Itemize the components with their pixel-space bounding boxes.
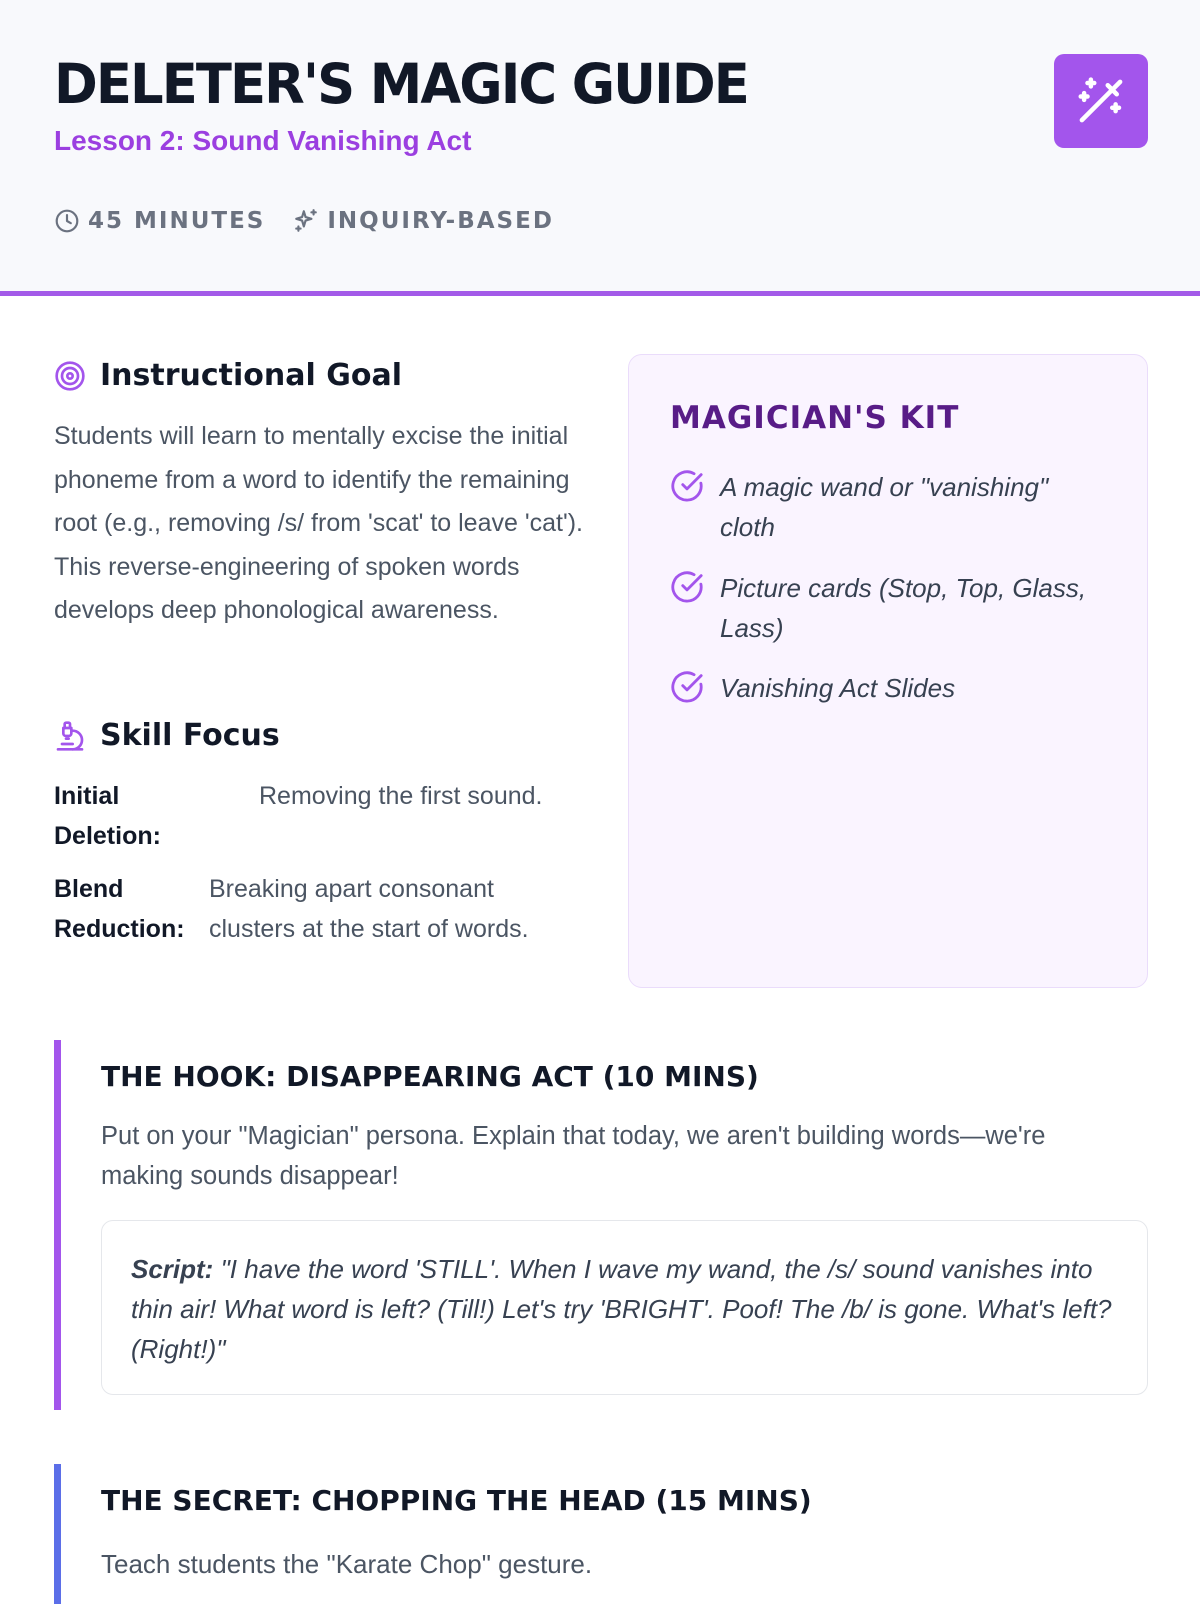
goal-description: Students will learn to mentally excise the initial phoneme from a word to identify the remaining root (e.g., removing /s/ from 'scat' to leave 'cat'). This reverse-engineering of spoken words develops deep phonological awareness. [54,422,584,624]
kit-item [670,467,1110,547]
magic-badge [1054,54,1148,148]
check-circle-icon [670,570,704,604]
script-text: "I have the word 'STILL'. When I wave my wand, the /s/ sound vanishes into thin air! What word is left? (Till!) Let's try 'BRIGHT'. Poof! The /b/ is gone. What's left? (Right!)" [131,1254,1112,1364]
hook-section [54,1040,1148,1410]
magicians-kit-panel [628,354,1148,988]
kit-title: MAGICIAN'S KIT [670,400,960,436]
secret-title: THE SECRET: CHOPPING THE HEAD (15 MINS) [101,1484,812,1517]
goal-heading [54,358,402,393]
secret-description: Teach students the "Karate Chop" gesture. [101,1549,593,1579]
skill-term: Blend Reduction: [54,875,185,943]
skill-term: Initial Deletion: [54,782,161,850]
clock-icon [54,208,80,234]
skill-focus-heading [54,718,280,753]
kit-item-label: A magic wand or "vanishing" cloth [720,472,1049,542]
skill-definition: Breaking apart consonant clusters at the start of words. [209,875,529,943]
check-circle-icon [670,670,704,704]
kit-item-label: Picture cards (Stop, Top, Glass, Lass) [720,573,1087,643]
script-box [101,1220,1148,1395]
goal-title: Instructional Goal [100,358,402,393]
duration-meta [54,208,265,234]
duration-label: 45 MINUTES [88,208,266,234]
lesson-meta [54,208,554,234]
magic-wand-icon [1074,74,1128,128]
method-label: INQUIRY-BASED [327,208,554,234]
microscope-icon [54,720,86,752]
skill-focus-title: Skill Focus [100,718,280,753]
skill-item [54,776,594,856]
skill-definition: Removing the first sound. [259,782,543,810]
hook-title: THE HOOK: DISAPPEARING ACT (10 MINS) [101,1060,759,1093]
hook-description: Put on your "Magician" persona. Explain that today, we aren't building words—we're making sounds disappear! [101,1122,1046,1190]
lesson-subtitle: Lesson 2: Sound Vanishing Act [54,125,472,156]
kit-item-label: Vanishing Act Slides [720,673,956,703]
script-label: Script: [131,1254,214,1284]
skill-item [54,869,594,989]
method-meta [293,208,554,234]
sparkles-icon [293,208,319,234]
secret-section [54,1464,1148,1604]
kit-item [670,668,1110,708]
check-circle-icon [670,469,704,503]
page-header [0,0,1200,296]
kit-item [670,568,1110,648]
page-title: DELETER'S MAGIC GUIDE [54,52,748,116]
target-icon [54,360,86,392]
